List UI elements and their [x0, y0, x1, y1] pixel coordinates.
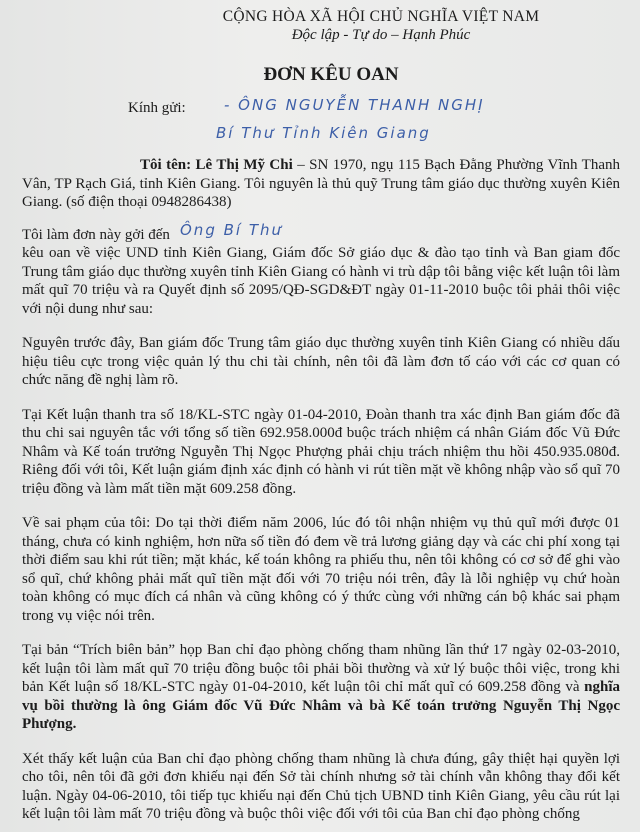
salutation-label: Kính gửi:: [128, 100, 186, 116]
paragraph-inspection-conclusion: Tại Kết luận thanh tra số 18/KL-STC ngày 01-04-2010, Đoàn thanh tra xác định Ban giám đốc đã thu chi sai nguyên tắc với tổng số tiền 692.958.000đ buộc trách nhiệm cá nhân Giám đốc Vũ Đức Nhâm và Kế toán trưởng Nguyễn Thị Ngọc Phượng phải chịu trách nhiệm thu hồi 450.935.080đ. Riêng đối với tôi, Kết luận giám định xác định có hành vi rút tiền mặt về không nhập vào sổ quĩ 70 triệu đồng và làm mất tiền mặt 609.258 đồng.: [22, 406, 620, 497]
intro-name: Tôi tên: Lê Thị Mỹ Chi: [140, 157, 293, 173]
handwritten-recipient-name: - ÔNG NGUYỄN THANH NGHỊ: [224, 96, 485, 114]
meeting-minutes-text: Tại bản “Trích biên bản” họp Ban chỉ đạo phòng chống tham nhũng lần thứ 17 ngày 02-03-2010, kết luận tôi làm mất quĩ 70 triệu đồng buộc tôi phải bồi thường và xử lý buộc thôi việc, trong khi bản Kết luận số 18/KL-STC ngày 01-04-2010, kết luận tôi chỉ mất quĩ có 609.258 đồng và: [22, 642, 620, 695]
paragraph-complaint: Xét thấy kết luận của Ban chỉ đạo phòng chống tham nhũng là chưa đúng, gây thiệt hại quyền lợi cho tôi, nên tôi đã gởi đơn khiếu nại đến Sở tài chính nhưng sở tài chính vẫn không thay đổi kết luận. Ngày 04-06-2010, tôi tiếp tục khiếu nại đến Chủ tịch UBND tỉnh Kiên Giang, yêu cầu rút lại kết luận tôi làm mất 70 triệu đồng và buộc thôi việc đối với tôi của Ban chỉ đạo phòng chống: [22, 750, 620, 822]
addressed-to-paragraph: [22, 220, 620, 319]
handwritten-recipient-title: Bí Thư Tỉnh Kiên Giang: [216, 124, 431, 142]
paragraph-meeting-minutes: [22, 641, 620, 734]
salutation: [128, 96, 620, 150]
addressed-to-prefix: Tôi làm đơn này gởi đến: [22, 226, 170, 243]
paragraph-background: Nguyên trước đây, Ban giám đốc Trung tâm giáo dục thường xuyên tỉnh Kiên Giang có nhiều dấu hiệu tiêu cực trong việc quản lý thu chi tài chính, nên tôi đã làm đơn tố cáo với các cơ quan có chức năng đề nghị làm rõ.: [22, 335, 620, 388]
paragraph-my-violation: Về sai phạm của tôi: Do tại thời điểm năm 2006, lúc đó tôi nhận nhiệm vụ thủ quĩ mới được 01 tháng, chưa có kinh nghiệm, hơn nữa số tiền đó đem về trả lương giảng dạy và các chi phí xong tại thời điểm sau khi rút tiền; mặt khác, kế toán không ra phiếu thu, nên tôi không có cơ sở để ghi vào sổ quĩ, chứ không phải mất quĩ tiền mặt đối với 70 triệu nói trên, đây là lỗi nghiệp vụ chứ hoàn toàn không có mục đích cá nhân và cũng không có ý thức cùng với những cán bộ khác sai phạm trong vụ việc nói trên.: [22, 515, 620, 624]
national-motto: Độc lập - Tự do – Hạnh Phúc: [291, 27, 471, 43]
national-header: [142, 8, 620, 44]
intro-paragraph: [22, 156, 620, 212]
nation-title: CỘNG HÒA XÃ HỘI CHỦ NGHĨA VIỆT NAM: [222, 8, 540, 25]
addressed-to-body: kêu oan về việc UND tỉnh Kiên Giang, Giám đốc Sở giáo dục & đào tạo tỉnh và Ban giam đốc Trung tâm giáo dục thường xuyên tỉnh Kiên Giang có hành vi trù dập tôi bằng việc kết luận tôi làm mất quĩ 70 triệu và ra Quyết định số 2095/QĐ-SGD&ĐT ngày 01-11-2010 buộc tôi phải thôi việc với nội dung như sau:: [22, 245, 620, 317]
meeting-minutes-bold-text: nghĩa vụ bồi thường là ông Giám đốc Vũ Đức Nhâm và bà Kế toán trưởng Nguyễn Thị Ngọc Phượng.: [22, 679, 620, 732]
handwritten-addressee: Ông Bí Thư: [180, 220, 284, 239]
intro-details: – SN 1970, ngụ 115 Bạch Đằng Phường Vĩnh Thanh Vân, TP Rạch Giá, tỉnh Kiên Giang. Tôi nguyên là thủ quỹ Trung tâm giáo dục thường xuyên Kiên Giang. (số điện thoại 0948286438): [22, 157, 620, 210]
document-title: ĐƠN KÊU OAN: [263, 64, 399, 85]
